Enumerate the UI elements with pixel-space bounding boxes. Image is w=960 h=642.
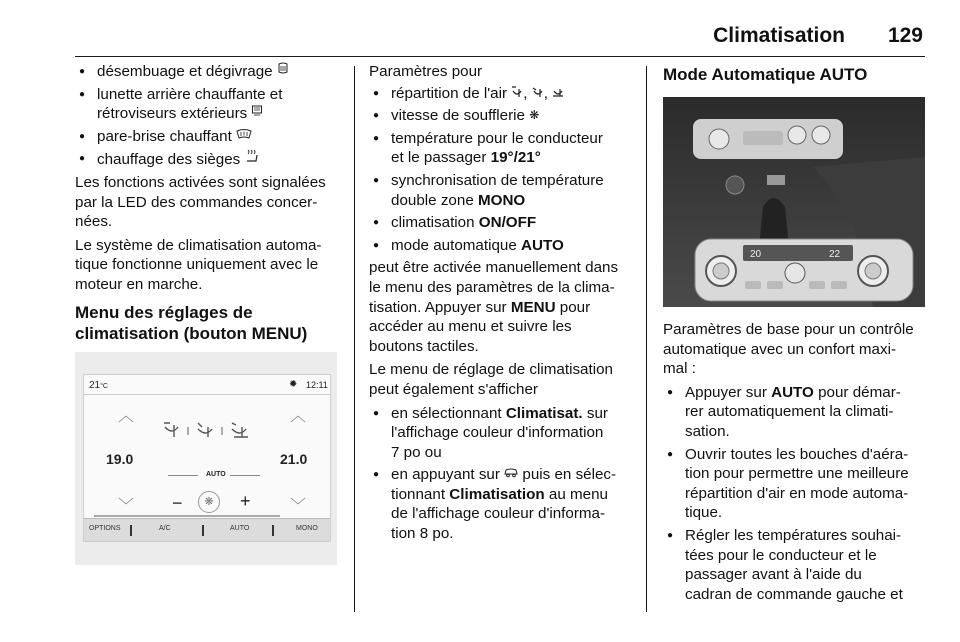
passenger-display: 22 bbox=[829, 249, 841, 260]
air-distribution-icon bbox=[552, 84, 564, 104]
list-item: ● lunette arrière chauffante et rétroviseurs extérieurs bbox=[75, 85, 347, 124]
front-defrost-icon bbox=[277, 62, 289, 82]
list-item: ● vitesse de soufflerie ❋ bbox=[369, 106, 633, 126]
climate-display-figure bbox=[75, 352, 337, 565]
chevron-up-icon: ︿ bbox=[290, 408, 307, 425]
driver-display: 20 bbox=[750, 249, 762, 260]
seat-heating-icon bbox=[245, 149, 259, 170]
divider bbox=[84, 394, 330, 395]
paragraph: Le menu de réglage de climatisation peut également s'afficher bbox=[369, 361, 613, 398]
fan-scale-right bbox=[230, 475, 260, 476]
list-item: ● mode automatique AUTO bbox=[369, 236, 633, 256]
ac-button[interactable]: A/C bbox=[159, 525, 171, 532]
section-heading: Menu des réglages de climatisation (bouton MENU) bbox=[75, 302, 308, 343]
climate-screen bbox=[83, 374, 331, 542]
fan-decrease-button[interactable]: − bbox=[172, 493, 183, 513]
driver-temperature: 19.0 bbox=[106, 451, 134, 467]
list-item: ● désembuage et dégivrage bbox=[75, 62, 347, 82]
progress-line bbox=[94, 515, 280, 517]
options-button[interactable]: OPTIONS bbox=[89, 525, 121, 532]
list-item: ● climatisation ON/OFF bbox=[369, 213, 633, 233]
heated-windscreen-icon bbox=[236, 127, 252, 147]
auto-label: AUTO bbox=[206, 471, 226, 478]
clock: 12:11 bbox=[306, 380, 328, 390]
rear-defrost-icon bbox=[251, 104, 263, 124]
gear-icon: ✹ bbox=[289, 379, 298, 390]
list-item: ● température pour le conducteur et le passager 19°/21° bbox=[369, 129, 633, 168]
list-item: ● Appuyer sur AUTO pour démar- rer automatiquement la climati- sation. bbox=[663, 383, 925, 442]
list-item: ● pare-brise chauffant bbox=[75, 127, 347, 147]
paragraph: Paramètres pour bbox=[369, 63, 483, 80]
dashboard-illustration bbox=[663, 97, 925, 307]
air-distribution-icons bbox=[160, 419, 260, 441]
outside-temperature: 21°C bbox=[89, 380, 108, 391]
bottom-button-bar bbox=[84, 518, 330, 541]
column-divider bbox=[646, 66, 647, 612]
column-middle bbox=[369, 62, 633, 547]
fan-increase-button[interactable]: + bbox=[240, 491, 251, 511]
paragraph: Le système de climatisation automa- tique fonctionne uniquement avec le moteur en marche. bbox=[75, 236, 322, 293]
separator bbox=[272, 525, 274, 536]
paragraph: Paramètres de base pour un contrôle automatique avec un confort maxi- mal : bbox=[663, 321, 914, 378]
page-header bbox=[75, 0, 925, 57]
list-item: ● en sélectionnant Climatisat. sur l'affichage couleur d'information 7 po ou bbox=[369, 404, 633, 463]
air-distribution-icon bbox=[532, 84, 544, 104]
control-panel-photo bbox=[663, 97, 925, 307]
passenger-temperature: 21.0 bbox=[280, 451, 308, 467]
page-title: Climatisation bbox=[713, 24, 845, 47]
chevron-down-icon: ﹀ bbox=[118, 498, 135, 515]
chevron-down-icon: ﹀ bbox=[290, 498, 307, 515]
separator bbox=[202, 525, 204, 536]
car-icon bbox=[504, 465, 518, 485]
chevron-up-icon: ︿ bbox=[118, 408, 135, 425]
column-divider bbox=[354, 66, 355, 612]
fan-icon: ❋ bbox=[198, 491, 220, 513]
list-item: ● chauffage des sièges bbox=[75, 149, 347, 170]
section-heading: Mode Automatique AUTO bbox=[663, 65, 868, 84]
list-item: ● Régler les températures souhai- tées pour le conducteur et le passager avant à l'aide du cadran de commande gauche et bbox=[663, 526, 925, 604]
paragraph: Les fonctions activées sont signalées par la LED des commandes concer- nées. bbox=[75, 173, 326, 231]
list-item: ● synchronisation de température double zone MONO bbox=[369, 171, 633, 210]
separator bbox=[130, 525, 132, 536]
column-right bbox=[663, 62, 925, 91]
list-item: ● Ouvrir toutes les bouches d'aéra- tion pour permettre une meilleure répartition d'air en mode automa- tique. bbox=[663, 445, 925, 523]
list-item: ● répartition de l'air , , bbox=[369, 84, 633, 104]
fan-icon: ❋ bbox=[529, 108, 540, 123]
mono-button[interactable]: MONO bbox=[296, 525, 318, 532]
paragraph: peut être activée manuellement dans le menu des paramètres de la clima- tisation. Appuyer sur MENU pour accéder au menu et suivre les boutons tactiles. bbox=[369, 259, 619, 355]
list-item: ● en appuyant sur puis en sélec- tionnant Climatisation au menu de l'affichage couleur d'informa- tion 8 po. bbox=[369, 465, 633, 543]
auto-button[interactable]: AUTO bbox=[230, 525, 250, 532]
page-number: 129 bbox=[887, 24, 923, 47]
air-distribution-icon bbox=[511, 84, 523, 104]
column-left bbox=[75, 62, 347, 350]
fan-scale-left bbox=[168, 475, 198, 476]
column-right-text bbox=[663, 320, 925, 607]
